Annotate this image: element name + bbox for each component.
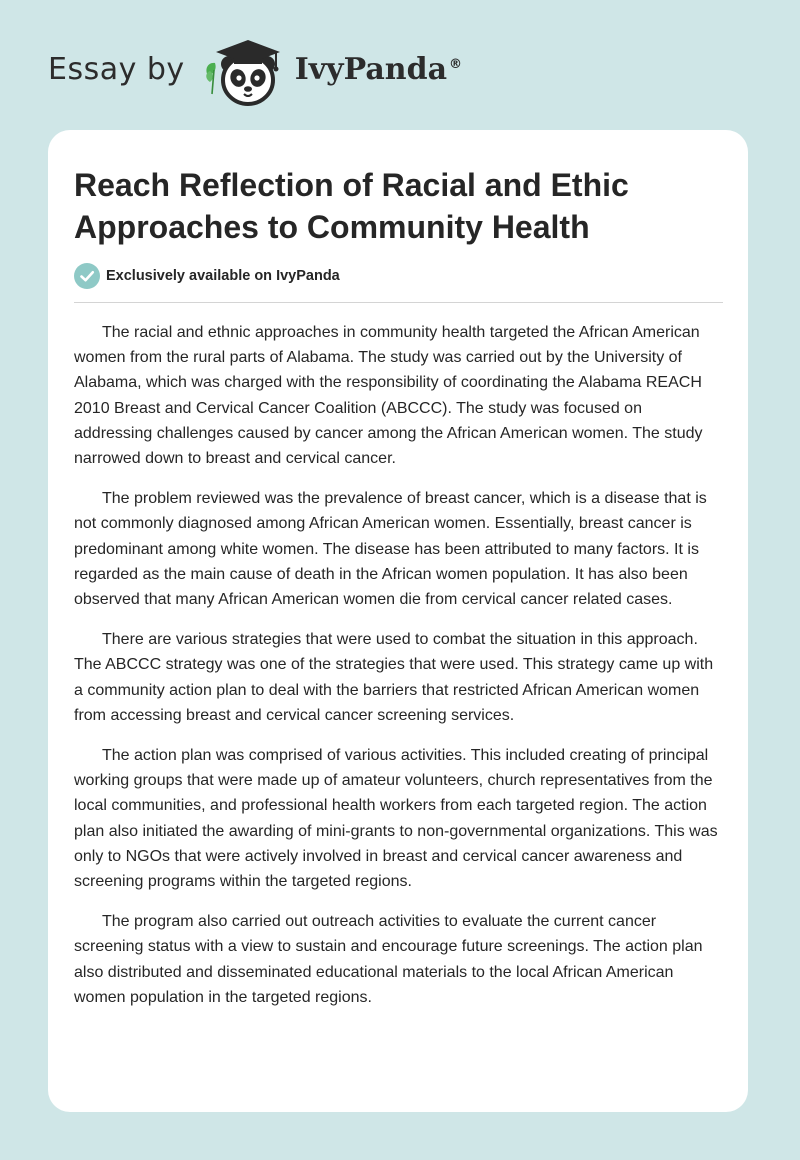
badge-text: Exclusively available on IvyPanda [106, 268, 340, 284]
divider [74, 302, 723, 303]
brand-prefix: Essay by [48, 51, 185, 87]
paragraph: The action plan was comprised of various activities. This included creating of principal working groups that were made up of amateur volunteers, church representatives from the local communities, and professional health workers from each targeted region. The action plan also initiated the awarding of mini-grants to non-governmental organizations. This was only to NGOs that were actively involved in breast and cervical cancer awareness and screening programs within the targeted regions. [74, 747, 718, 891]
panda-graduate-logo-icon [201, 34, 293, 110]
registered-mark: ® [449, 56, 463, 72]
brand-header[interactable] [48, 34, 462, 110]
essay-body [74, 320, 724, 1025]
paragraph: The racial and ethnic approaches in community health targeted the African American women from the rural parts of Alabama. The study was carried out by the University of Alabama, which was charged with the responsibility of coordinating the Alabama REACH 2010 Breast and Cervical Cancer Coalition (ABCCC). The study was focused on addressing challenges caused by cancer among the African American women. The study narrowed down to breast and cervical cancer. [74, 324, 703, 468]
exclusive-badge [74, 263, 340, 289]
brand-name: IvyPanda ® [294, 51, 463, 87]
page-title: Reach Reflection of Racial and Ethic Approaches to Community Health [74, 167, 629, 245]
paragraph: The program also carried out outreach activities to evaluate the current cancer screening status with a view to sustain and encourage future screenings. The action plan also distributed and disseminated educational materials to the local African American women population in the targeted regions. [74, 913, 703, 1006]
paragraph: There are various strategies that were used to combat the situation in this approach. The ABCCC strategy was one of the strategies that were used. This strategy came up with a community action plan to deal with the barriers that restricted African American women from accessing breast and cervical cancer screening services. [74, 631, 714, 724]
paragraph: The problem reviewed was the prevalence of breast cancer, which is a disease that is not commonly diagnosed among African American women. Essentially, breast cancer is predominant among white women. The disease has been attributed to many factors. It is regarded as the main cause of death in the African women population. It has also been observed that many African American women die from cervical cancer related cases. [74, 490, 707, 609]
check-circle-icon [74, 263, 100, 289]
essay-card [48, 130, 748, 1112]
